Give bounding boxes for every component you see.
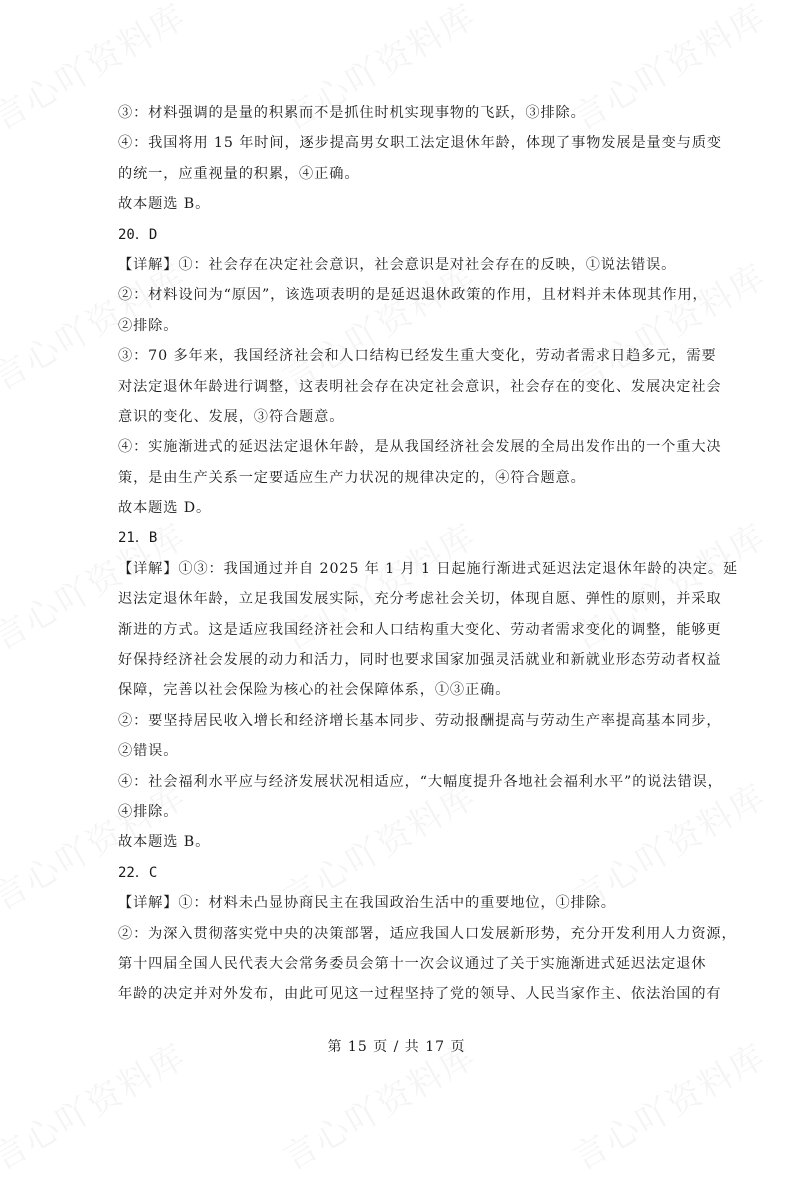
text-line: 对法定退休年龄进行调整，这表明社会存在决定社会意识，社会存在的变化、发展决定社会 <box>118 378 722 395</box>
text-line: 渐进的方式。这是适应我国经济社会和人口结构重大变化、劳动者需求变化的调整，能够更 <box>118 621 722 638</box>
text-line: 的统一，应重视量的积累，④正确。 <box>118 165 360 182</box>
text-line: ②排除。 <box>118 317 179 334</box>
text-line: 【详解】①：社会存在决定社会意识，社会意识是对社会存在的反映，①说法错误。 <box>118 256 677 273</box>
text-line: ②错误。 <box>118 743 179 760</box>
conclusion-line: 故本题选 B。 <box>118 834 211 851</box>
text-line: ②：要坚持居民收入增长和经济增长基本同步、劳动报酬提高与劳动生产率提高基本同步， <box>118 712 722 729</box>
text-line: ②：为深入贯彻落实党中央的决策部署，适应我国人口发展新形势，充分开发利用人力资源， <box>118 925 737 942</box>
text-line: ③：70 多年来，我国经济社会和人口结构已经发生重大变化，劳动者需求日趋多元，需要 <box>118 348 717 365</box>
conclusion-line: 故本题选 B。 <box>118 196 211 213</box>
text-line: 意识的变化、发展，③符合题意。 <box>118 408 345 425</box>
text-line: ④：我国将用 15 年时间，逐步提高男女职工法定退休年龄，体现了事物发展是量变与质变 <box>118 135 723 152</box>
conclusion-line: 故本题选 D。 <box>118 500 212 517</box>
question-22-answer: 22．C <box>118 864 158 881</box>
text-line: ④：实施渐进式的延迟法定退休年龄，是从我国经济社会发展的全局出发作出的一个重大决 <box>118 439 722 456</box>
text-line: 保障，完善以社会保险为核心的社会保障体系，①③正确。 <box>118 682 511 699</box>
text-line: 第十四届全国人民代表大会常务委员会第十一次会议通过了关于实施渐进式延迟法定退休 <box>118 955 707 972</box>
answer-explanation-content <box>118 98 739 1010</box>
text-line: 年龄的决定并对外发布，由此可见这一过程坚持了党的领导、人民当家作主、依法治国的有 <box>118 986 722 1003</box>
text-line: 【详解】①：材料未凸显协商民主在我国政治生活中的重要地位，①排除。 <box>118 895 616 912</box>
text-line: ②：材料设问为“原因”，该选项表明的是延迟退休政策的作用，且材料并未体现其作用， <box>118 287 708 304</box>
text-line: ④：社会福利水平应与经济发展状况相适应，“大幅度提升各地社会福利水平”的说法错误， <box>118 773 723 790</box>
text-line: 迟法定退休年龄，立足我国发展实际，充分考虑社会关切，体现自愿、弹性的原则，并采取 <box>118 591 722 608</box>
page-footer: 第 15 页 / 共 17 页 <box>327 1039 466 1055</box>
text-line: ④排除。 <box>118 803 179 820</box>
text-line: 好保持经济社会发展的动力和活力，同时也要求国家加强灵活就业和新就业形态劳动者权益 <box>118 652 722 669</box>
question-21-answer: 21．B <box>118 530 158 547</box>
text-line: ③：材料强调的是量的积累而不是抓住时机实现事物的飞跃，③排除。 <box>118 105 586 121</box>
text-line: 策，是由生产关系一定要适应生产力状况的规律决定的，④符合题意。 <box>118 469 586 486</box>
question-20-answer: 20．D <box>118 226 158 243</box>
text-line: 【详解】①③：我国通过并自 2025 年 1 月 1 日起施行渐进式延迟法定退休年龄的决定。延 <box>118 560 739 577</box>
